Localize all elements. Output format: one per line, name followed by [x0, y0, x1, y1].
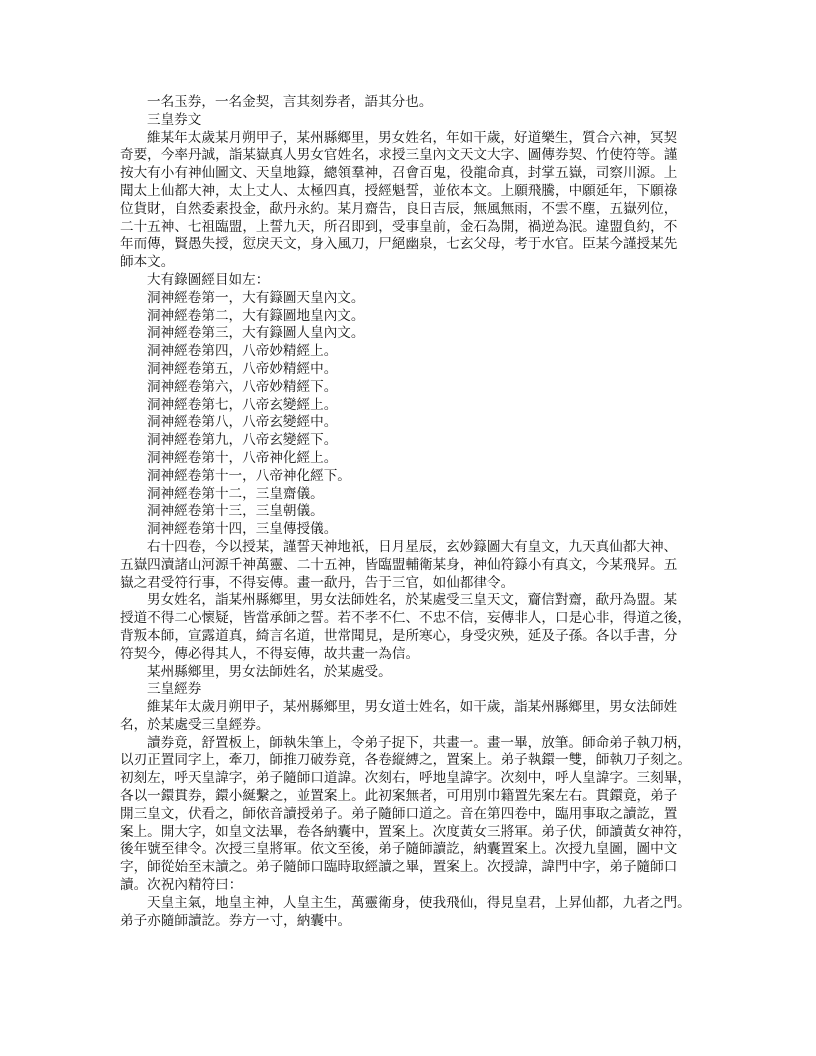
text-line: 三皇券文	[147, 111, 202, 128]
text-line: 洞神經卷第十二，三皇齋儀。	[147, 485, 324, 502]
text-line: 洞神經卷第四，八帝妙精經上。	[147, 343, 338, 360]
text-line: 某州縣鄉里，男女法師姓名，於某處受。	[147, 663, 392, 680]
text-line: 讀。次祝內精符曰：	[120, 877, 243, 894]
text-line: 位貨財，自然委素投金，歃丹永約。某月齋告，良日吉辰，無風無雨，不雲不塵，五嶽列位，	[120, 200, 678, 217]
text-line: 各以一鐶貫券，鐶小綖繫之，並置案上。此初案無者，可用別巾籍置先案左右。貫鐶竟，弟子	[120, 788, 678, 805]
text-line: 三皇經券	[147, 681, 202, 698]
text-line: 右十四卷，今以授某，謹誓天神地祇，日月星辰，玄妙籙圖大有皇文，九天真仙都大神、	[147, 538, 678, 555]
text-line: 維某年太歲月朔甲子，某州縣鄉里，男女道士姓名，如干歲，詣某州縣鄉里，男女法師姓	[147, 699, 678, 716]
text-line: 嶽之君受符行事，不得妄傳。畫一歃丹，告于三官，如仙都律令。	[120, 574, 515, 591]
text-line: 讀券竟，舒置板上，師執朱筆上，令弟子捉下，共畫一。畫一畢，放筆。師命弟子執刀柄，	[147, 734, 691, 751]
text-line: 案上。開大字，如皇文法畢，卷各納囊中，置案上。次度黃女三將軍。弟子伏，師讀黃女神符，	[120, 823, 691, 840]
text-line: 洞神經卷第二，大有籙圖地皇內文。	[147, 307, 365, 324]
text-line: 符契今，傳必得其人，不得妄傳，故共畫一為信。	[120, 645, 420, 662]
text-line: 洞神經卷第九，八帝玄變經下。	[147, 432, 338, 449]
text-line: 名，於某處受三皇經券。	[120, 716, 270, 733]
text-line: 開三皇文，伏看之，師依音讀授弟子。弟子隨師口道之。音在第四卷中，臨用事取之讀訖，置	[120, 805, 678, 822]
text-line: 後年號至律令。次授三皇將軍。依文至後，弟子隨師讀訖，納囊置案上。次授九皇圖，圖中文	[120, 841, 678, 858]
text-line: 大有錄圖經目如左：	[147, 271, 270, 288]
text-line: 弟子亦隨師讀訖。券方一寸，納囊中。	[120, 912, 352, 929]
text-line: 初刻左，呼天皇諱字，弟子隨師口道諱。次刻右，呼地皇諱字。次刻中，呼人皇諱字。三刻畢，	[120, 770, 691, 787]
text-line: 以刃正置同字上，牽刀，師推刀破券竟，各卷縦縛之，置案上。弟子執鐶一雙，師執刀子刻之。	[120, 752, 691, 769]
text-line: 洞神經卷第一，大有籙圖天皇內文。	[147, 289, 365, 306]
text-line: 洞神經卷第三，大有籙圖人皇內文。	[147, 325, 365, 342]
text-line: 洞神經卷第十，八帝神化經上。	[147, 449, 338, 466]
text-line: 年而傳，賢愚失授，愆戾天文，身入風刀，尸絕幽泉，七玄父母，考于水官。臣某今謹授某先	[120, 236, 678, 253]
text-line: 洞神經卷第七，八帝玄變經上。	[147, 396, 338, 413]
document-page	[120, 94, 704, 930]
text-line: 字，師從始至末讀之。弟子隨師口臨時取經讀之畢，置案上。次授諱，諱門中字，弟子隨師口	[120, 859, 678, 876]
text-line: 洞神經卷第六，八帝妙精經下。	[147, 378, 338, 395]
text-line: 授道不得二心懷疑，皆當承師之誓。若不孝不仁、不忠不信，妄傳非人，口是心非，得道之後，	[120, 610, 691, 627]
text-line: 洞神經卷第五，八帝妙精經中。	[147, 360, 338, 377]
text-line: 洞神經卷第十三，三皇朝儀。	[147, 503, 324, 520]
text-line: 背叛本師，宣露道真，綺言名道，世常聞見，是所寒心，身受灾殃，延及子孫。各以手書，分	[120, 627, 678, 644]
text-line: 天皇主氣，地皇主神，人皇主生，萬靈衛身，使我飛仙，得見皇君，上昇仙都，九者之門。	[147, 894, 691, 911]
text-line: 聞太上仙都大神，太上丈人、太極四真，授經魁誓，並依本文。上願飛騰，中願延年，下願祿	[120, 182, 678, 199]
text-line: 師本文。	[120, 254, 175, 271]
text-line: 五嶽四瀆諸山河源千神萬靈、二十五神，皆臨盟輔衛某身，神仙符籙小有真文，今某飛昇。五	[120, 556, 678, 573]
text-line: 按大有小有神仙圖文、天皇地籙，總領羣神，召會百鬼，役龍命真，封掌五嶽，司察川源。上	[120, 165, 678, 182]
text-line: 維某年太歲某月朔甲子，某州縣鄉里，男女姓名，年如干歲，好道樂生，質合六神，冥契	[147, 129, 678, 146]
text-line: 奇要，今率丹誠，詣某嶽真人男女官姓名，求授三皇內文天文大字、圖傳券契、竹使符等。謹	[120, 147, 678, 164]
text-line: 洞神經卷第十一，八帝神化經下。	[147, 467, 351, 484]
text-line: 洞神經卷第十四，三皇傳授儀。	[147, 521, 338, 538]
text-line: 男女姓名，詣某州縣鄉里，男女法師姓名，於某處受三皇天文，齎信對齋，歃丹為盟。某	[147, 592, 678, 609]
text-line: 二十五神、七祖臨盟，上誓九天，所召即到，受事皇前，金石為開，禍逆為泯。違盟負約，不	[120, 218, 678, 235]
text-line: 洞神經卷第八，八帝玄變經中。	[147, 414, 338, 431]
text-line: 一名玉券，一名金契，言其刻券者，語其分也。	[147, 94, 433, 110]
